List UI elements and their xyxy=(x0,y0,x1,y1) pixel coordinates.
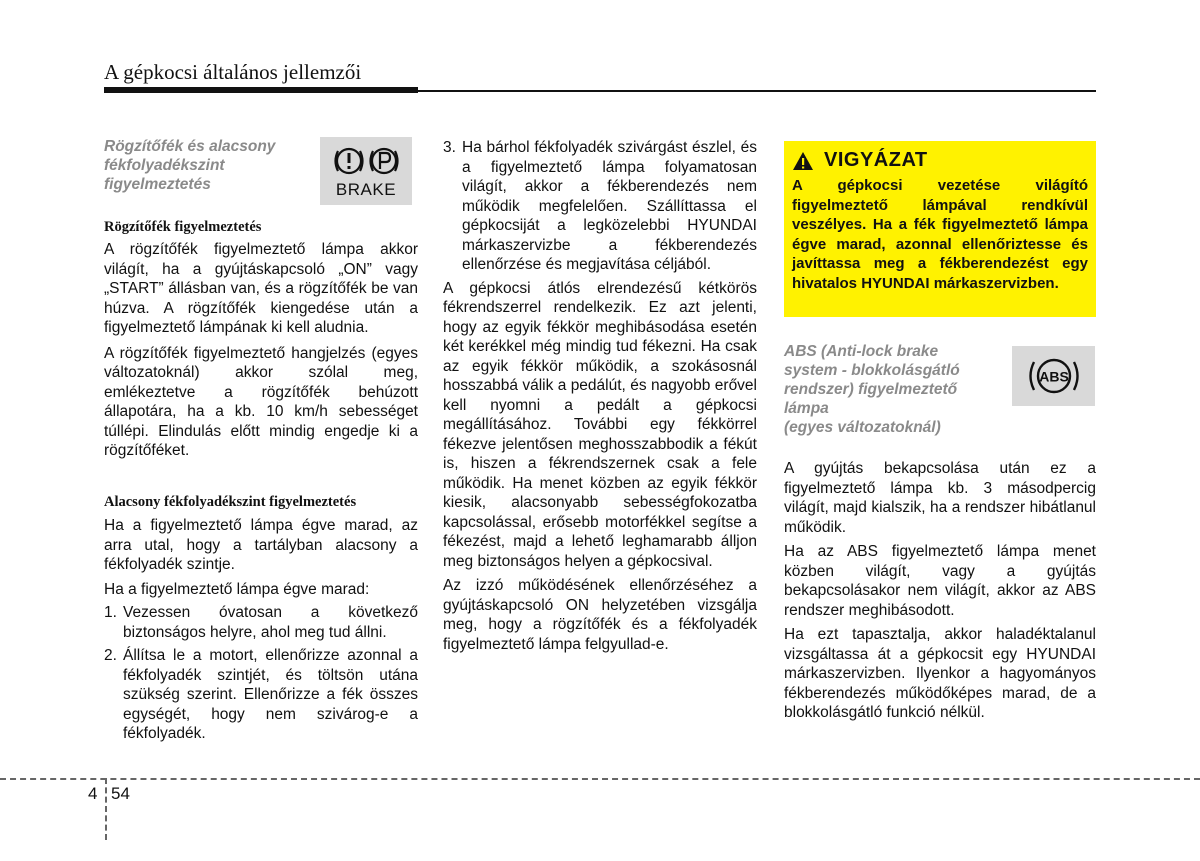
caption-line: fékfolyadékszint xyxy=(104,157,225,174)
page-number: 54 xyxy=(111,784,130,803)
col3-body xyxy=(784,459,1096,723)
caption-line: rendszer) figyelmeztető xyxy=(784,381,958,398)
paragraph: A gyújtás bekapcsolása után ez a figyelmeztető lámpa kb. 3 másodpercig világít, majd kialszik, ha a rendszer hibátlanul működik. xyxy=(784,460,1096,536)
list-text: Ha bárhol fékfolyadék szivárgást észlel, és a figyelmeztető lámpa folyamatosan világít, akkor a fékberendezés nem működik megfelelően. Szállíttassa el gépkocsiját a legközelebbi HYUNDAI márkaszervizbe a fékberendezés ellenőrzése és megjavítása céljából. xyxy=(462,139,757,273)
paragraph: A gépkocsi átlós elrendezésű kétkörös fékrendszerrel rendelkezik. Ez azt jelenti, hogy az egyik fékkör meghibásodása esetén két kerékkel még mindig tud fékezni. Ha csak az egyik fékkör működik, a szokásosnál hosszabbá válik a pedálút, és nagyobb erővel kell nyomni a pedált a gépkocsi megállításához. További egy fékkörrel fékezve jelentősen meghosszabbodik a fékút is, hiszen a fékrendszernek csak a fele működik. Ha menet közben az egyik fékkör kiesik, alacsonyabb sebességfokozatba kapcsolással, erősebb motorfékkel segítse a fékezést, majd a lehető leghamarabb álljon meg biztonságos helyen a gépkocsival. xyxy=(443,279,757,570)
header-rule-thick xyxy=(104,87,418,93)
paragraph: A rögzítőfék figyelmeztető hangjelzés (egyes változatoknál) akkor szólal meg, emlékeztetve a rögzítőfék behúzott állapotára, ha a kb. 10 km/h sebességet túllépi. Elindulás előtt mindig engedje ki a rögzítőféket. xyxy=(104,344,418,459)
paragraph: A rögzítőfék figyelmeztető lámpa akkor világít, ha a gyújtáskapcsoló „ON” vagy „START” állásban van, és a rögzítőfék be van húzva. A rögzítőfék kiengedése után a figyelmeztető lámpának ki kell aludnia. xyxy=(104,241,418,336)
list-item xyxy=(104,646,418,744)
caution-header xyxy=(792,149,1088,172)
brake-section-caption xyxy=(104,137,324,194)
list-text: Vezessen óvatosan a következő biztonságos helyre, ahol meg tud állni. xyxy=(123,604,418,641)
chapter-number: 4 xyxy=(88,784,98,803)
col1-body-bottom xyxy=(104,516,418,744)
abs-icon-label: ABS xyxy=(1038,368,1069,385)
list-number: 1. xyxy=(104,604,117,621)
warning-triangle-icon xyxy=(792,151,814,171)
paragraph: Ha ezt tapasztalja, akkor haladéktalanul vizsgáltassa át a gépkocsit egy HYUNDAI márkaszervizben. Ilyenkor a hagyományos fékberendezés működőképes marad, de a blokkolásgátló funkció nélkül. xyxy=(784,626,1096,721)
list-number: 3. xyxy=(443,139,456,156)
caution-title: VIGYÁZAT xyxy=(824,149,928,171)
col2-body xyxy=(443,138,757,654)
list-number: 2. xyxy=(104,647,117,664)
col1-body-top xyxy=(104,240,418,461)
parking-brake-heading: Rögzítőfék figyelmeztetés xyxy=(104,219,262,235)
header-rule-thin xyxy=(418,90,1096,92)
caption-line: lámpa xyxy=(784,400,829,417)
caption-line: figyelmeztetés xyxy=(104,176,211,193)
list-item xyxy=(104,603,418,642)
brake-icon-label: BRAKE xyxy=(335,179,397,199)
paragraph: Az izzó működésének ellenőrzéséhez a gyújtáskapcsoló ON helyzetében vizsgálja meg, hogy a rögzítőfék és a fékfolyadék figyelmeztető lámpa felgyullad-e. xyxy=(443,577,757,653)
paragraph: Ha a figyelmeztető lámpa égve marad: xyxy=(104,580,370,598)
list-item xyxy=(443,138,757,275)
abs-section-caption xyxy=(784,342,1004,437)
brake-circle-icon xyxy=(331,143,401,179)
footer-vertical-rule xyxy=(105,778,107,840)
abs-warning-icon xyxy=(1012,346,1095,406)
caution-box xyxy=(784,141,1096,317)
page-header-title: A gépkocsi általános jellemzői xyxy=(104,60,362,84)
caution-text: A gépkocsi vezetése világító figyelmeztető lámpával rendkívül veszélyes. Ha a fék figyelmeztető lámpa égve marad, azonnal ellenőriztesse és javíttassa meg a fékberendezést egy hivatalos HYUNDAI márkaszervizben. xyxy=(792,177,1088,292)
paragraph: Ha a figyelmeztető lámpa égve marad, az arra utal, hogy a tartályban alacsony a fékfolyadék szintje. xyxy=(104,517,418,573)
caption-line: ABS (Anti-lock brake xyxy=(784,343,939,360)
abs-circle-icon xyxy=(1022,352,1086,400)
brake-warning-icon xyxy=(320,137,412,205)
caption-line: (egyes változatoknál) xyxy=(784,419,941,436)
caption-line: system - blokkolásgátló xyxy=(784,362,960,379)
footer-rule xyxy=(0,778,1200,780)
list-text: Állítsa le a motort, ellenőrizze azonnal a fékfolyadék szintjét, és töltsön utána szükség szerint. Ellenőrizze a fék összes egységét, hogy nem szivárog-e a fékfolyadék. xyxy=(123,647,418,742)
paragraph: Ha az ABS figyelmeztető lámpa menet közben világít, vagy a gyújtás bekapcsolásakor nem világít, akkor az ABS rendszer meghibásodott. xyxy=(784,543,1096,619)
low-fluid-heading: Alacsony fékfolyadékszint figyelmeztetés xyxy=(104,494,357,510)
caption-line: Rögzítőfék és alacsony xyxy=(104,138,276,155)
